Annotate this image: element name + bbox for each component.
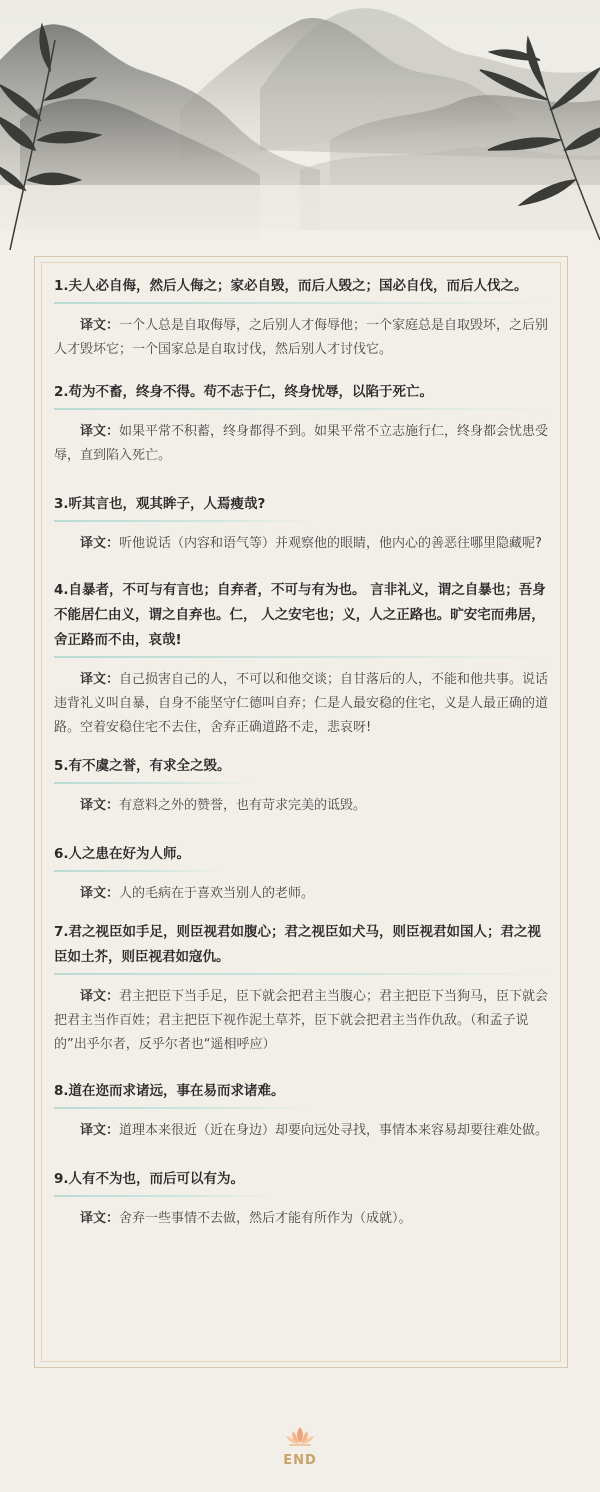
underline-rule	[54, 520, 314, 522]
entry-quote: 8.道在迩而求诸远，事在易而求诸难。	[54, 1079, 554, 1115]
entry-translation: 译文：一个人总是自取侮辱，之后别人才侮辱他；一个家庭总是自取毁坏，之后别人才毁坏它；一个国家总是自取讨伐，然后别人才讨伐它。	[54, 318, 549, 357]
entry-translation: 译文：道理本来很近（近在身边）却要向远处寻找，事情本来容易却要往难处做。	[80, 1123, 549, 1138]
entry-4	[54, 578, 554, 740]
entry-5	[54, 754, 554, 818]
entry-quote: 7.君之视臣如手足，则臣视君如腹心；君之视臣如犬马，则臣视君如国人；君之视臣如土芥，则臣视君如寇仇。	[54, 920, 554, 981]
entry-9	[54, 1167, 554, 1231]
entry-quote: 3.听其言也，观其眸子，人焉瘦哉?	[54, 492, 554, 528]
entry-quote: 6.人之患在好为人师。	[54, 842, 554, 878]
underline-rule	[54, 973, 554, 975]
entry-6	[54, 842, 554, 906]
entry-translation: 译文：听他说话（内容和语气等）并观察他的眼睛，他内心的善恶往哪里隐藏呢?	[80, 536, 542, 551]
content-list	[54, 274, 554, 1231]
header-ink-painting	[0, 0, 600, 250]
entry-quote: 2.苟为不畜，终身不得。苟不志于仁，终身忧辱，以陷于死亡。	[54, 380, 554, 416]
lotus-icon	[283, 1425, 317, 1447]
entry-quote: 4.自暴者，不可与有言也；自弃者，不可与有为也。 言非礼义，谓之自暴也；吾身不能居仁由义，谓之自弃也。仁， 人之安宅也；义，人之正路也。旷安宅而弗居，舍正路而不由，哀哉!	[54, 578, 554, 664]
underline-rule	[54, 870, 224, 872]
end-footer	[0, 1425, 600, 1468]
underline-rule	[54, 656, 554, 658]
end-label: END	[283, 1453, 317, 1468]
entry-translation: 译文：有意料之外的赞誉，也有苛求完美的诋毁。	[80, 798, 367, 813]
underline-rule	[54, 1107, 314, 1109]
underline-rule	[54, 1195, 274, 1197]
entry-translation: 译文：如果平常不积蓄，终身都得不到。如果平常不立志施行仁，终身都会忧患受辱，直到陷入死亡。	[54, 424, 549, 463]
entry-8	[54, 1079, 554, 1143]
entry-translation: 译文：君主把臣下当手足，臣下就会把君主当腹心；君主把臣下当狗马，臣下就会把君主当作百姓；君主把臣下视作泥土草芥，臣下就会把君主当作仇敌。（和孟子说的”出乎尔者，反乎尔者也“遥相呼应）	[54, 989, 549, 1052]
entry-1	[54, 274, 554, 362]
underline-rule	[54, 302, 554, 304]
entry-3	[54, 492, 554, 556]
entry-quote: 5.有不虞之誉，有求全之毁。	[54, 754, 554, 790]
entry-translation: 译文：人的毛病在于喜欢当别人的老师。	[80, 886, 315, 901]
underline-rule	[54, 408, 554, 410]
entry-2	[54, 380, 554, 468]
entry-translation: 译文：自己损害自己的人，不可以和他交谈；自甘落后的人，不能和他共事。说话违背礼义叫自暴，自身不能坚守仁德叫自弃；仁是人最安稳的住宅，义是人最正确的道路。空着安稳住宅不去住，舍弃正确道路不走，悲哀呀!	[54, 672, 549, 735]
entry-quote: 1.夫人必自侮，然后人侮之；家必自毁，而后人毁之；国必自伐，而后人伐之。	[54, 274, 554, 310]
entry-quote: 9.人有不为也，而后可以有为。	[54, 1167, 554, 1203]
entry-translation: 译文：舍弃一些事情不去做，然后才能有所作为（成就）。	[80, 1211, 412, 1226]
underline-rule	[54, 782, 254, 784]
entry-7	[54, 920, 554, 1057]
